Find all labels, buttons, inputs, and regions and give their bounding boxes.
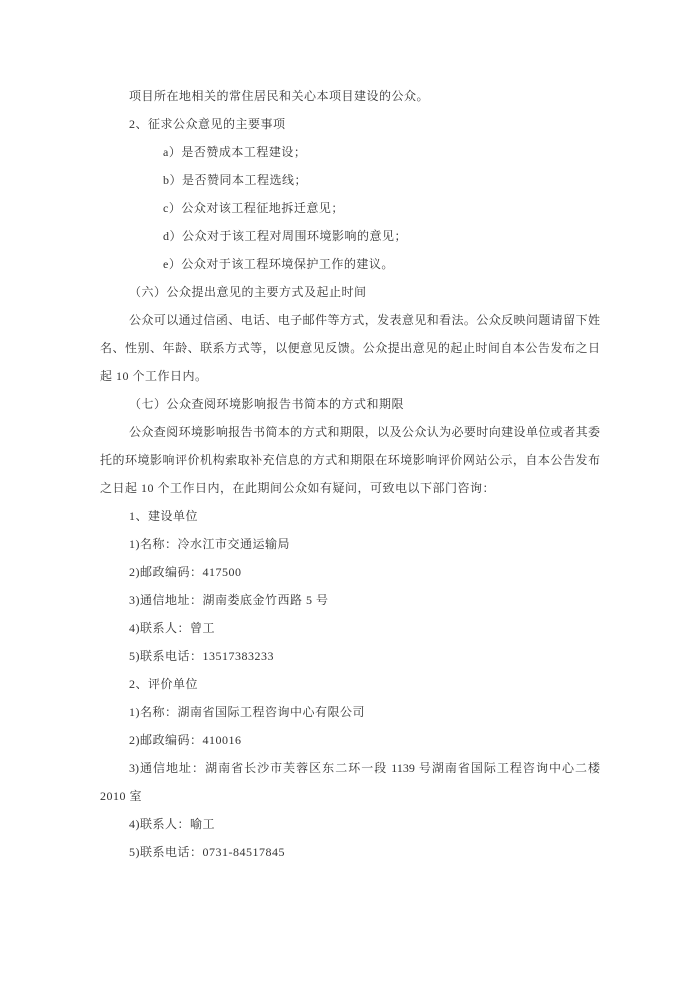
text-line: d）公众对于该工程对周围环境影响的意见； (163, 229, 408, 243)
text-line: 1、建设单位 (129, 509, 199, 523)
text-line: 之日起 10 个工作日内，在此期间公众如有疑问，可致电以下部门咨询： (100, 481, 496, 495)
text-line: 1)名称：湖南省国际工程咨询中心有限公司 (129, 705, 365, 719)
text-line: （七）公众查阅环境影响报告书简本的方式和期限 (129, 397, 405, 411)
text-line: 项目所在地相关的常住居民和关心本项目建设的公众。 (129, 89, 430, 103)
text-line: 5)联系电话：13517383233 (129, 649, 274, 663)
text-line: c）公众对该工程征地拆迁意见； (163, 201, 344, 215)
text-line: 3)通信地址：湖南省长沙市芙蓉区东二环一段 1139 号湖南省国际工程咨询中心二楼 (129, 761, 600, 775)
text-line: 公众可以通过信函、电话、电子邮件等方式，发表意见和看法。公众反映问题请留下姓 (129, 313, 600, 327)
text-line: 托的环境影响评价机构索取补充信息的方式和期限在环境影响评价网站公示，自本公告发布 (100, 453, 600, 467)
text-line: 起 10 个工作日内。 (100, 369, 208, 383)
text-line: 3)通信地址：湖南娄底金竹西路 5 号 (129, 593, 329, 607)
text-line: 公众查阅环境影响报告书简本的方式和期限，以及公众认为必要时向建设单位或者其委 (129, 425, 600, 439)
text-line: b）是否赞同本工程选线； (163, 173, 308, 187)
text-line: 2)邮政编码：417500 (129, 565, 242, 579)
text-line: 1)名称：冷水江市交通运输局 (129, 537, 290, 551)
text-line: 5)联系电话：0731-84517845 (129, 845, 285, 859)
text-line: 2010 室 (100, 789, 143, 803)
text-line: 2)邮政编码：410016 (129, 733, 242, 747)
text-line: 2、评价单位 (129, 677, 199, 691)
text-line: a）是否赞成本工程建设； (163, 145, 307, 159)
text-line: 4)联系人：曾工 (129, 621, 215, 635)
document-content (100, 82, 600, 866)
text-line: （六）公众提出意见的主要方式及起止时间 (129, 285, 367, 299)
text-line: 名、性别、年龄、联系方式等，以便意见反馈。公众提出意见的起止时间自本公告发布之日 (100, 341, 600, 355)
text-line: e）公众对于该工程环境保护工作的建议。 (163, 257, 394, 271)
text-line: 2、征求公众意见的主要事项 (129, 117, 286, 131)
text-line: 4)联系人：喻工 (129, 817, 215, 831)
